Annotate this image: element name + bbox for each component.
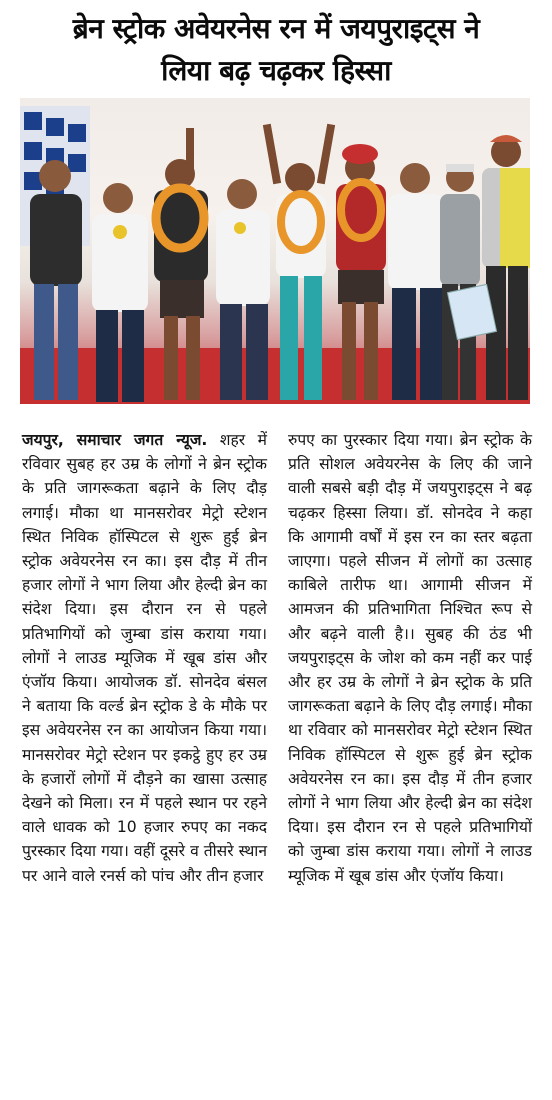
article-column-right (288, 428, 532, 888)
headline-line-1: ब्रेन स्ट्रोक अवेयरनेस रन में जयपुराइट्स ने (72, 12, 480, 45)
event-photo (20, 98, 530, 404)
article-column-left (22, 428, 267, 888)
participants (30, 124, 530, 402)
headline (10, 8, 542, 92)
headline-line-2: लिया बढ़ चढ़कर हिस्सा (161, 54, 391, 87)
body-text-right: रुपए का पुरस्कार दिया गया। ब्रेन स्ट्रोक के प्रति सोशल अवेयरनेस के लिए की जाने वाली सबसे बड़ी दौड़ में जयपुराइट्स ने बढ़ चढ़कर हिस्सा लिया। डॉ. सोनदेव ने कहा कि आगामी वर्षों में इस रन का स्तर बढ़ता जाएगा। पहले सीजन में लोगों का उत्साह काबिले तारीफ था। आगामी सीजन में आमजन की प्रतिभागिता निश्चित रूप से और बढ़ने वाली है।। सुबह की ठंड भी जयपुराइट्स के जोश को कम नहीं कर पाई और हर उम्र के लोगों ने ब्रेन स्ट्रोक के प्रति जागरूकता बढ़ाने के लिए दौड़ लगाई। मौका था रविवार को मानसरोवर मेट्रो स्टेशन स्थित निविक हॉस्पिटल से शुरू हुई ब्रेन स्ट्रोक अवेयरनेस रन का। इस दौड़ में तीन हजार लोगों ने भाग लिया और हेल्दी ब्रेन का संदेश दिया। इस दौरान रन से पहले प्रतिभागियों को जुम्बा डांस कराया गया। लोगों ने लाउड म्यूजिक में खूब डांस और एंजॉय किया। (288, 431, 532, 885)
dateline: जयपुर, समाचार जगत न्यूज. (22, 431, 208, 449)
body-text-left: शहर में रविवार सुबह हर उम्र के लोगों ने ब्रेन स्ट्रोक के प्रति जागरूकता बढ़ाने के लिए दौड़ लगाई। मौका था मानसरोवर मेट्रो स्टेशन स्थित निविक हॉस्पिटल से शुरू हुई ब्रेन स्ट्रोक अवेयरनेस रन का। इस दौड़ में तीन हजार लोगों ने भाग लिया और हेल्दी ब्रेन का संदेश दिया। इस दौरान रन से पहले प्रतिभागियों को जुम्बा डांस कराया गया। लोगों ने लाउड म्यूजिक में खूब डांस और एंजॉय किया। आयोजक डॉ. सोनदेव बंसल ने बताया कि वर्ल्ड ब्रेन स्ट्रोक डे के मौके पर इस अवेयरनेस रन का आयोजन किया गया। मानसरोवर मेट्रो स्टेशन पर इकट्ठे हुए हर उम्र के हजारों लोगों में दौड़ने का खासा उत्साह देखने को मिला। रन में पहले स्थान पर रहने वाले धावक को 10 हजार रुपए का नकद पुरस्कार दिया गया। वहीं दूसरे व तीसरे स्थान पर आने वाले रनर्स को पांच और तीन हजार (22, 431, 267, 885)
